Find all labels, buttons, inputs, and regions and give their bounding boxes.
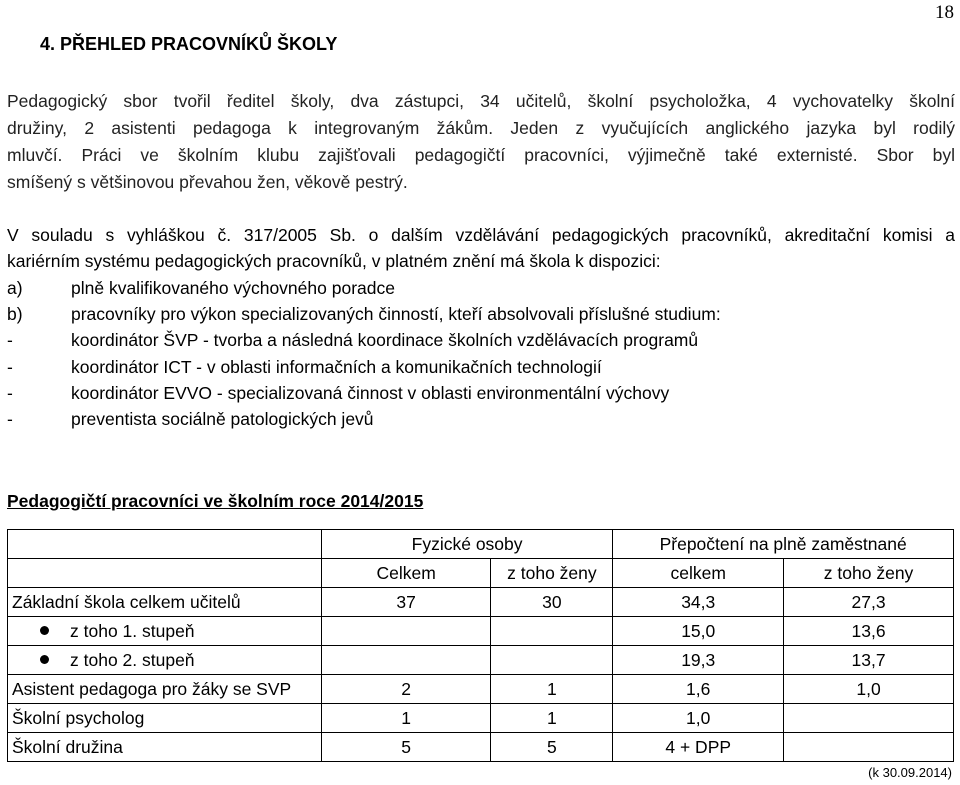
list-text: preventista sociálně patologických jevů: [71, 409, 374, 430]
list-marker: -: [7, 330, 13, 351]
list-text: plně kvalifikovaného výchovného poradce: [71, 278, 395, 298]
table-cell: 19,3: [613, 646, 784, 675]
list-marker: a): [7, 278, 23, 298]
row-label: Školní družina: [8, 733, 322, 762]
intro-line: Pedagogický sbor tvořil ředitel školy, dva zástupci, 34 učitelů, školní psycholožka, 4 vychovatelky školní: [7, 91, 955, 111]
list-text: koordinátor ICT - v oblasti informačních a komunikačních technologií: [71, 356, 602, 377]
list-item: [7, 406, 721, 432]
row-label-cell: [8, 646, 322, 675]
list-marker: -: [7, 409, 13, 430]
table-cell: 5: [491, 733, 613, 762]
table-cell: 1: [491, 675, 613, 704]
decree-line: kariérním systému pedagogických pracovníků, v platném znění má škola k dispozici:: [7, 251, 661, 272]
intro-paragraph: [7, 88, 955, 196]
table-title: Pedagogičtí pracovníci ve školním roce 2014/2015: [7, 491, 424, 511]
staff-list: [7, 275, 721, 432]
table-corner-cell: [8, 530, 322, 559]
table-cell: 5: [321, 733, 491, 762]
table-cell: [784, 733, 954, 762]
list-marker: -: [7, 356, 13, 377]
decree-line: V souladu s vyhláškou č. 317/2005 Sb. o dalším vzdělávání pedagogických pracovníků, akreditační komisi a: [7, 225, 955, 245]
decree-paragraph: [7, 222, 955, 274]
table-row: [8, 646, 954, 675]
table-cell: 4 + DPP: [613, 733, 784, 762]
table-cell: [321, 617, 491, 646]
intro-line: mluvčí. Práci ve školním klubu zajišťovali pedagogičtí pracovníci, výjimečně také externisté. Sbor byl: [7, 145, 955, 165]
list-item: [7, 275, 721, 301]
bullet-icon: [12, 650, 70, 671]
row-label: z toho 1. stupeň: [70, 620, 195, 641]
table-cell: 1,6: [613, 675, 784, 704]
table-cell: [784, 704, 954, 733]
table-cell: 2: [321, 675, 491, 704]
table-row: [8, 733, 954, 762]
table-row: [8, 675, 954, 704]
intro-line: smíšený s většinovou převahou žen, věkově pestrý.: [7, 172, 408, 192]
intro-line: družiny, 2 asistenti pedagoga k integrovaným žákům. Jeden z vyučujících anglického jazyka byl rodilý: [7, 118, 955, 138]
table-cell: 1,0: [784, 675, 954, 704]
bullet-icon: [12, 621, 70, 642]
row-label-cell: [8, 617, 322, 646]
table-cell: 1,0: [613, 704, 784, 733]
subheader-cell: celkem: [613, 559, 784, 588]
row-label: Školní psycholog: [8, 704, 322, 733]
subheader-cell: Celkem: [321, 559, 491, 588]
table-cell: 15,0: [613, 617, 784, 646]
table-row: [8, 617, 954, 646]
subheader-cell: z toho ženy: [491, 559, 613, 588]
table-cell: 34,3: [613, 588, 784, 617]
table-cell: [491, 646, 613, 675]
table-cell: 1: [491, 704, 613, 733]
table-corner-cell: [8, 559, 322, 588]
list-text: koordinátor ŠVP - tvorba a následná koordinace školních vzdělávacích programů: [71, 330, 699, 351]
table-header-row: [8, 530, 954, 559]
date-note: (k 30.09.2014): [868, 765, 952, 780]
row-label: Asistent pedagoga pro žáky se SVP: [8, 675, 322, 704]
table-cell: [491, 617, 613, 646]
list-item: [7, 327, 721, 353]
table-subheader-row: [8, 559, 954, 588]
staff-table: [7, 529, 954, 762]
table-cell: 30: [491, 588, 613, 617]
section-heading: 4. PŘEHLED PRACOVNÍKŮ ŠKOLY: [40, 34, 338, 54]
table-row: [8, 704, 954, 733]
table-cell: 13,6: [784, 617, 954, 646]
row-label: Základní škola celkem učitelů: [8, 588, 322, 617]
table-cell: 13,7: [784, 646, 954, 675]
list-text: koordinátor EVVO - specializovaná činnost v oblasti environmentální výchovy: [71, 382, 670, 403]
list-marker: b): [7, 304, 23, 325]
table-cell: 1: [321, 704, 491, 733]
header-physical-persons: Fyzické osoby: [321, 530, 612, 559]
table-cell: [321, 646, 491, 675]
list-item: [7, 380, 721, 406]
table-cell: 27,3: [784, 588, 954, 617]
table-row: [8, 588, 954, 617]
page-number: 18: [935, 2, 954, 23]
list-text: pracovníky pro výkon specializovaných činností, kteří absolvovali příslušné studium:: [71, 304, 721, 325]
subheader-cell: z toho ženy: [784, 559, 954, 588]
list-item: [7, 354, 721, 380]
row-label: z toho 2. stupeň: [70, 649, 195, 670]
header-full-time-equivalent: Přepočtení na plně zaměstnané: [613, 530, 954, 559]
list-marker: -: [7, 382, 13, 403]
list-item: [7, 301, 721, 327]
table-cell: 37: [321, 588, 491, 617]
